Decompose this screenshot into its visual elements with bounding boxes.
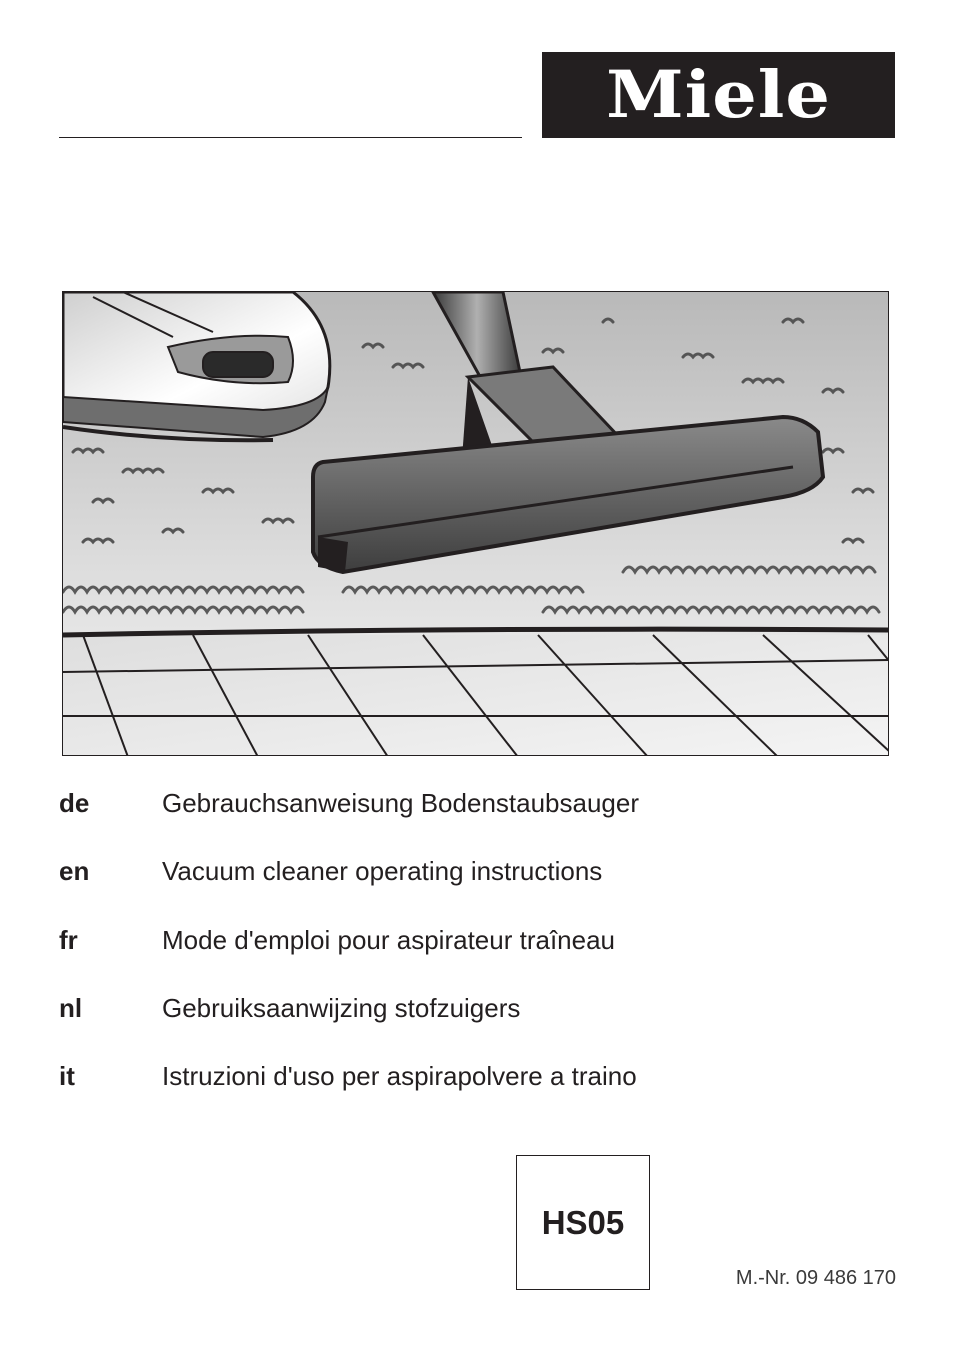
language-code: de <box>59 788 90 818</box>
vacuum-illustration <box>62 291 889 756</box>
model-box <box>516 1155 650 1290</box>
model-label: HS05 <box>541 1203 625 1241</box>
manual-title: Gebruiksaanwijzing stofzuigers <box>162 993 521 1023</box>
language-row-en <box>59 854 759 888</box>
language-row-nl <box>59 991 759 1025</box>
manual-title: Vacuum cleaner operating instructions <box>162 856 603 886</box>
language-code: it <box>59 1061 75 1091</box>
language-row-fr <box>59 923 759 957</box>
header-rule <box>59 137 522 138</box>
manual-title: Istruzioni d'uso per aspirapolvere a traino <box>162 1061 637 1091</box>
brand-name: Miele <box>606 56 831 133</box>
miele-logo <box>542 52 895 138</box>
language-code: fr <box>59 925 78 955</box>
manual-title: Mode d'emploi pour aspirateur traîneau <box>162 925 616 955</box>
material-number: M.-Nr. 09 486 170 <box>735 1267 896 1289</box>
language-row-de <box>59 786 759 820</box>
language-code: en <box>59 856 90 886</box>
language-code: nl <box>59 993 83 1023</box>
vacuum-floor-brush-icon <box>63 292 889 756</box>
language-row-it <box>59 1059 759 1093</box>
manual-title: Gebrauchsanweisung Bodenstaubsauger <box>162 788 640 818</box>
